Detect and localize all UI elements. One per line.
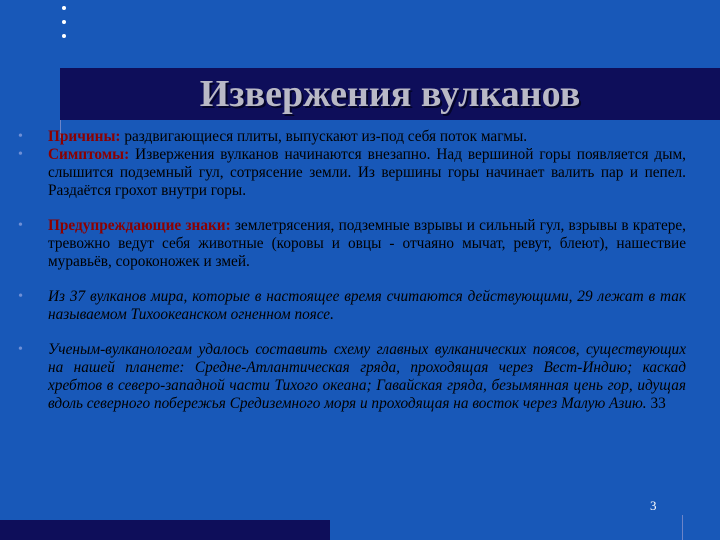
page-number: 3 xyxy=(650,498,657,513)
item-text: Из 37 вулканов мира, которые в настоящее время считаются действующими, 29 лежат в так называемом Тихоокеанском огненном поясе. xyxy=(48,288,686,323)
item-text: землетрясения, подземные взрывы и сильный гул, взрывы в кратере, тревожно ведут себя животные (коровы и овцы - отчаяно мычат, ревут, блеют), нашествие муравьёв, сороконожек и змей. xyxy=(48,217,686,270)
slide-content xyxy=(18,128,686,413)
bullet-icon: • xyxy=(18,129,23,144)
decorative-dots xyxy=(62,6,68,48)
decorative-dot xyxy=(62,6,66,10)
bullet-item-warning-signs xyxy=(18,217,686,271)
bullet-icon: • xyxy=(18,218,23,233)
decorative-dot xyxy=(62,34,66,38)
bullet-item-causes xyxy=(18,128,686,146)
item-label: Симптомы: xyxy=(48,146,130,163)
item-suffix: 33 xyxy=(646,395,666,412)
slide-title: Извержения вулканов xyxy=(199,73,581,115)
bullet-icon: • xyxy=(18,147,23,162)
bottom-rule xyxy=(682,515,683,540)
bottom-bar xyxy=(0,520,330,540)
bullet-item-pacific-belt xyxy=(18,288,686,324)
item-text: Ученым-вулканологам удалось составить схему главных вулканических поясов, существующих на нашей планете: Средне-Атлантическая гряда, проходящая через Вест-Индию; каскад хребтов в северо-западной части Тихого океана; Гавайская гряда, безымянная цень гор, идущая вдоль северного побережья Средиземного моря и проходящая на восток через Малую Азию. xyxy=(48,341,686,412)
title-bar xyxy=(60,68,720,120)
item-text: Извержения вулканов начинаются внезапно. Над вершиной горы появляется дым, слышится подземный гул, сотрясение земли. Из вершины горы начинает валить пар и пепел. Раздаётся грохот внутри горы. xyxy=(48,146,686,199)
decorative-dot xyxy=(62,20,66,24)
bullet-item-symptoms xyxy=(18,146,686,200)
bullet-icon: • xyxy=(18,289,23,304)
item-label: Причины: xyxy=(48,128,121,145)
item-text: раздвигающиеся плиты, выпускают из-под себя поток магмы. xyxy=(120,128,528,145)
bullet-item-volcanic-belts xyxy=(18,341,686,413)
item-label: Предупреждающие знаки: xyxy=(48,217,231,234)
bullet-icon: • xyxy=(18,342,23,357)
